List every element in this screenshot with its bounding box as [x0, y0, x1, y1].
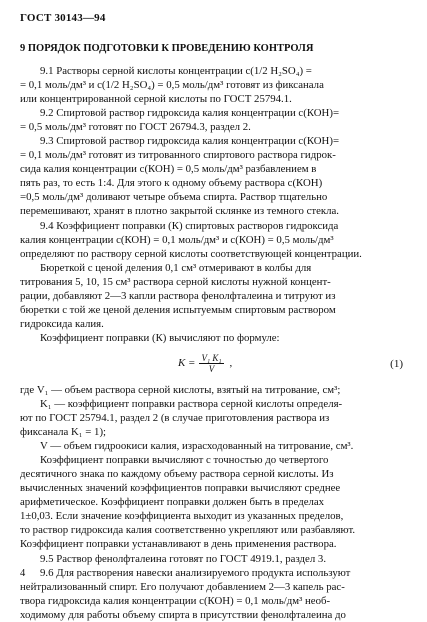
- text-line: пять раз, то есть 1:4. Для этого к одному объему раствора с(КОН): [20, 177, 323, 190]
- text-line: рации, добавляют 2—3 капли раствора фенолфталеина и титруют из: [20, 289, 336, 302]
- text-line: = 0,1 моль/дм³ и с(1/2 H₂SO₄) = 0,5 моль/дм³ готовят из фиксанала: [20, 79, 324, 92]
- text-line: твора гидроксида калия концентрации с(КОН) = 0,1 моль/дм³ необ-: [20, 594, 331, 607]
- text-line: 9.5 Раствор фенолфталеина готовят по ГОСТ 4919.1, раздел 3.: [40, 552, 327, 565]
- text-line: перемешивают, хранят в плотно закрытой склянке из темного стекла.: [20, 205, 340, 218]
- text-line: фиксанала K₁ = 1);: [20, 426, 107, 439]
- document-body: [20, 64, 405, 622]
- formula-numerator: V₁ K₁: [201, 352, 222, 363]
- formula-fraction: [199, 353, 223, 374]
- text-line: где V₁ — объем раствора серной кислоты, взятый на титрование, см³;: [20, 383, 341, 396]
- text-line: определяют по раствору серной кислоты соответствующей концентрации.: [20, 247, 362, 260]
- text-line: V — объем гидроокиси калия, израсходованный на титрование, см³.: [40, 440, 354, 453]
- text-line: Коэффициент поправки вычисляют с точностью до четвертого: [40, 454, 329, 467]
- formula-tail: ,: [229, 357, 233, 370]
- text-line: вычисленных значений коэффициентов поправки вычисляют среднее: [20, 482, 341, 495]
- running-head: ГОСТ 30143—94: [20, 12, 106, 24]
- text-line: арифметическое. Коэффициент поправки должен быть в пределах: [20, 496, 325, 509]
- page-number: 4: [20, 568, 26, 579]
- text-line: калия концентрации с(КОН) = 0,1 моль/дм³ и с(КОН) = 0,5 моль/дм³: [20, 233, 334, 246]
- text-line: 9.4 Коэффициент поправки (К) спиртовых растворов гидроксида: [40, 219, 339, 232]
- text-line: 9.6 Для растворения навески анализируемого продукта используют: [40, 566, 351, 579]
- formula-denominator: V: [208, 363, 215, 374]
- text-line: то раствор гидроксида калия соответственно укрепляют или разбавляют.: [20, 524, 356, 537]
- text-line: бюретки с той же ценой деления испытуемым спиртовым раствором: [20, 303, 336, 316]
- text-line: K₁ — коэффициент поправки раствора серной кислоты определя-: [40, 397, 343, 410]
- formula-block: [20, 345, 405, 383]
- text-line: или концентрированной серной кислоты по ГОСТ 25794.1.: [20, 93, 292, 106]
- text-line: =0,5 моль/дм³ доливают четыре объема спирта. Раствор тщательно: [20, 191, 328, 204]
- text-line: 1±0,03. Если значение коэффициента выходит из указанных пределов,: [20, 510, 344, 523]
- text-line: Бюреткой с ценой деления 0,1 см³ отмеривают в колбы для: [40, 261, 312, 274]
- text-line: 9.2 Спиртовой раствор гидроксида калия концентрации с(КОН)=: [40, 107, 340, 120]
- equation-number: (1): [390, 357, 403, 370]
- text-line: титрования 5, 10, 15 см³ раствора серной кислоты нужной концент-: [20, 275, 331, 288]
- text-line: ют по ГОСТ 25794.1, раздел 2 (в случае приготовления раствора из: [20, 412, 330, 425]
- text-line: Коэффициент поправки (К) вычисляют по формуле:: [40, 331, 280, 344]
- text-line: = 0,1 моль/дм³ готовят из титрованного спиртового раствора гидрок-: [20, 149, 336, 162]
- formula-lhs: К =: [178, 357, 196, 370]
- text-line: = 0,5 моль/дм³ готовят по ГОСТ 26794.3, раздел 2.: [20, 121, 251, 134]
- text-line: десятичного знака по каждому объему раствора серной кислоты. Из: [20, 468, 334, 481]
- text-line: гидроксида калия.: [20, 317, 104, 330]
- formula: [178, 353, 232, 374]
- section-title: 9 ПОРЯДОК ПОДГОТОВКИ К ПРОВЕДЕНИЮ КОНТРОЛЯ: [20, 43, 314, 54]
- text-line: 9.1 Растворы серной кислоты концентрации с(1/2 H₂SO₄) =: [40, 65, 312, 77]
- text-line: 9.3 Спиртовой раствор гидроксида калия концентрации с(КОН)=: [40, 135, 340, 148]
- text-line: нейтрализованный спирт. Его получают добавлением 2—3 капель рас-: [20, 580, 345, 593]
- text-line: ходимому для работы объему спирта в присутствии фенолфталеина до: [20, 608, 346, 621]
- text-line: Коэффициент поправки устанавливают в день применения раствора.: [20, 538, 337, 551]
- text-line: сида калия концентрации с(КОН) = 0,5 моль/дм³ разбавлением в: [20, 163, 317, 176]
